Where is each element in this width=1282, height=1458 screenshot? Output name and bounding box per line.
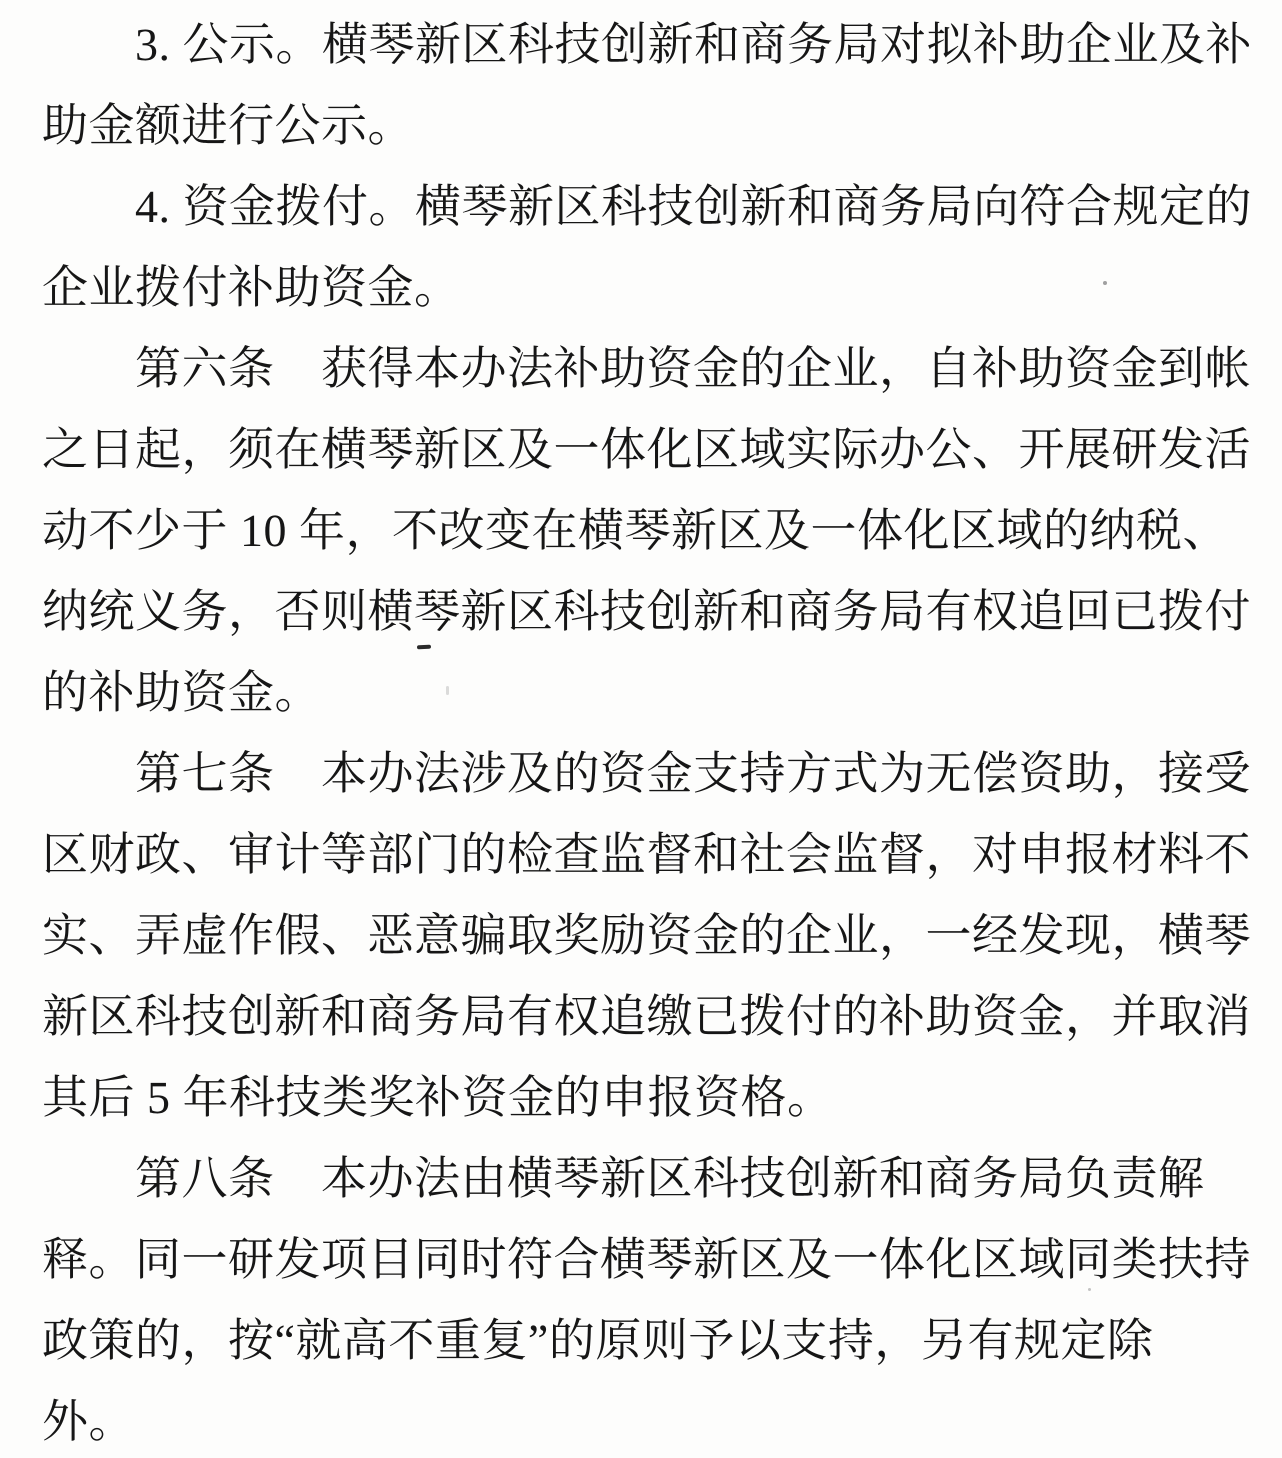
text-line: 实、弄虚作假、恶意骗取奖励资金的企业，一经发现，横琴 xyxy=(42,910,1251,961)
text-line: 动不少于 10 年，不改变在横琴新区及一体化区域的纳税、 xyxy=(42,505,1229,556)
text-line: 第八条 本办法由横琴新区科技创新和商务局负责解 xyxy=(42,1153,1205,1204)
text-line: 第七条 本办法涉及的资金支持方式为无偿资助，接受 xyxy=(42,748,1251,799)
text-line: 区财政、审计等部门的检查监督和社会监督，对申报材料不 xyxy=(42,829,1251,880)
text-line: 第六条 获得本办法补助资金的企业，自补助资金到帐 xyxy=(42,343,1251,394)
text-line: 3. 公示。横琴新区科技创新和商务局对拟补助企业及补 xyxy=(42,19,1252,70)
text-line: 外。 xyxy=(42,1396,135,1447)
text-line: 政策的，按“就高不重复”的原则予以支持，另有规定除 xyxy=(42,1315,1154,1366)
text-line: 的补助资金。 xyxy=(42,667,321,718)
text-line: 助金额进行公示。 xyxy=(42,100,414,151)
text-line: 企业拨付补助资金。 xyxy=(42,262,461,313)
text-line: 新区科技创新和商务局有权追缴已拨付的补助资金，并取消 xyxy=(42,991,1251,1042)
text-line: 4. 资金拨付。横琴新区科技创新和商务局向符合规定的 xyxy=(42,181,1252,232)
text-line: 释。同一研发项目同时符合横琴新区及一体化区域同类扶持 xyxy=(42,1234,1251,1285)
text-line: 之日起，须在横琴新区及一体化区域实际办公、开展研发活 xyxy=(42,424,1251,475)
text-line: 纳统义务，否则横琴新区科技创新和商务局有权追回已拨付 xyxy=(42,586,1251,637)
text-line: 其后 5 年科技类奖补资金的申报资格。 xyxy=(42,1072,834,1123)
